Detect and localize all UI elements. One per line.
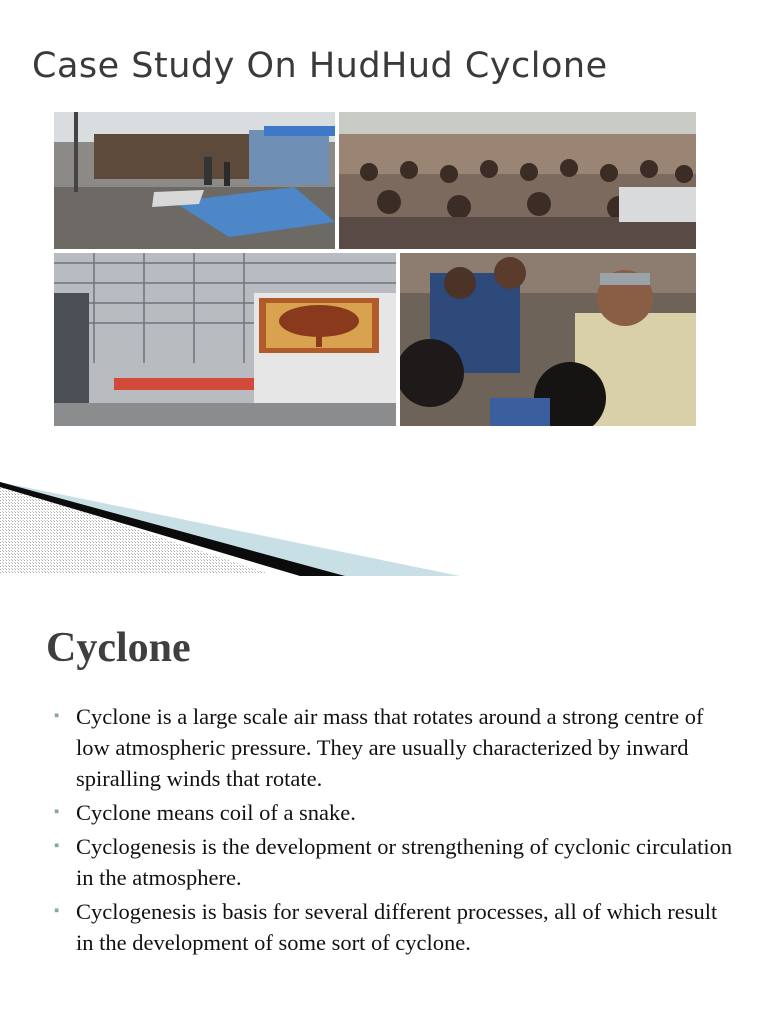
bullet-item xyxy=(54,831,734,893)
photo-collage xyxy=(54,112,696,426)
slide-divider-graphic xyxy=(0,482,460,582)
bullet-icon: ▪ xyxy=(54,838,60,854)
bullet-icon: ▪ xyxy=(54,708,60,724)
bullet-item xyxy=(54,701,734,794)
bullet-text: Cyclogenesis is basis for several different processes, all of which result in the development of some sort of cyclone. xyxy=(76,899,718,955)
damaged-airport-terminal-photo xyxy=(54,253,396,426)
bullet-icon: ▪ xyxy=(54,903,60,919)
bullet-item xyxy=(54,797,734,828)
bullet-text: Cyclogenesis is the development or strengthening of cyclonic circulation in the atmosphere. xyxy=(76,834,733,890)
bullet-list xyxy=(54,701,734,961)
bullet-text: Cyclone is a large scale air mass that rotates around a strong centre of low atmospheric pressure. They are usually characterized by inward spiralling winds that rotate. xyxy=(76,704,704,791)
bullet-icon: ▪ xyxy=(54,804,60,820)
section-title: Cyclone xyxy=(46,625,191,671)
crowd-photo xyxy=(339,112,696,249)
bullet-item xyxy=(54,896,734,958)
bullet-text: Cyclone means coil of a snake. xyxy=(76,800,356,825)
officials-with-crowd-photo xyxy=(400,253,696,426)
damaged-shops-photo xyxy=(54,112,335,249)
slide-title: Case Study On HudHud Cyclone xyxy=(32,46,608,86)
